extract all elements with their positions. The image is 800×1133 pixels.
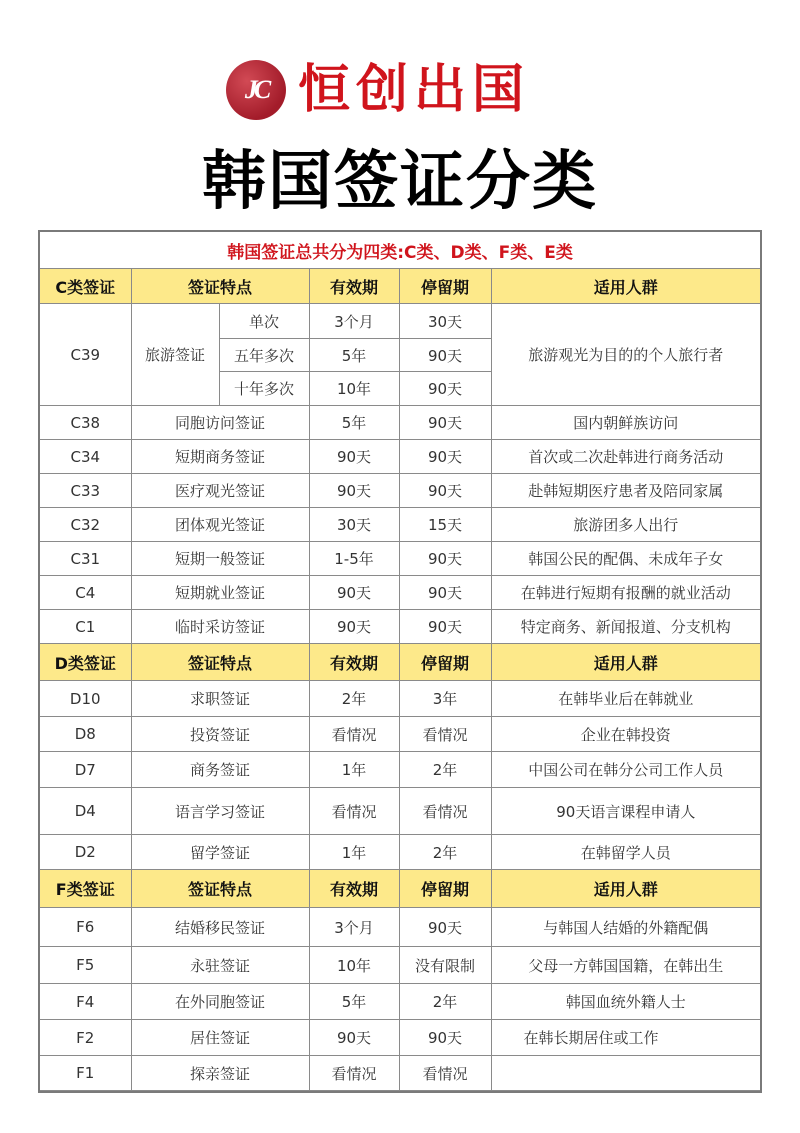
page-title: 韩国签证分类 xyxy=(202,145,598,219)
visa-applicable: 在韩进行短期有报酬的就业活动 xyxy=(491,576,760,610)
visa-validity: 10年 xyxy=(309,372,399,406)
visa-feature: 商务签证 xyxy=(131,752,309,788)
section-header-f xyxy=(40,870,760,908)
visa-subtype: 十年多次 xyxy=(219,372,309,406)
visa-code: D10 xyxy=(40,681,131,717)
table-row xyxy=(40,508,760,542)
visa-validity: 5年 xyxy=(309,984,399,1020)
visa-code: D2 xyxy=(40,835,131,870)
visa-validity: 看情况 xyxy=(309,1056,399,1091)
visa-validity: 5年 xyxy=(309,339,399,372)
column-header-applicable: 适用人群 xyxy=(491,269,760,304)
visa-applicable: 特定商务、新闻报道、分支机构 xyxy=(491,610,760,644)
visa-applicable: 韩国血统外籍人士 xyxy=(491,984,760,1020)
table-row xyxy=(40,1056,760,1091)
visa-code: C32 xyxy=(40,508,131,542)
visa-validity: 看情况 xyxy=(309,788,399,835)
visa-validity: 30天 xyxy=(309,508,399,542)
visa-stay: 2年 xyxy=(399,984,491,1020)
visa-applicable: 在韩毕业后在韩就业 xyxy=(491,681,760,717)
visa-code: F2 xyxy=(40,1020,131,1056)
visa-stay: 90天 xyxy=(399,610,491,644)
section-label: D类签证 xyxy=(40,644,131,681)
table-row xyxy=(40,610,760,644)
visa-applicable: 企业在韩投资 xyxy=(491,717,760,752)
visa-feature: 同胞访问签证 xyxy=(131,406,309,440)
column-header-applicable: 适用人群 xyxy=(491,644,760,681)
visa-feature: 留学签证 xyxy=(131,835,309,870)
visa-applicable: 在韩长期居住或工作 xyxy=(491,1020,760,1056)
section-header-c xyxy=(40,269,760,304)
visa-applicable: 与韩国人结婚的外籍配偶 xyxy=(491,908,760,947)
visa-stay: 90天 xyxy=(399,339,491,372)
visa-validity: 1年 xyxy=(309,835,399,870)
column-header-feature: 签证特点 xyxy=(131,644,309,681)
visa-validity: 2年 xyxy=(309,681,399,717)
visa-validity: 5年 xyxy=(309,406,399,440)
table-row xyxy=(40,788,760,835)
visa-code: F5 xyxy=(40,947,131,984)
visa-code: C33 xyxy=(40,474,131,508)
visa-feature: 临时采访签证 xyxy=(131,610,309,644)
visa-code: D4 xyxy=(40,788,131,835)
column-header-applicable: 适用人群 xyxy=(491,870,760,908)
visa-feature: 居住签证 xyxy=(131,1020,309,1056)
visa-stay: 2年 xyxy=(399,835,491,870)
visa-stay: 90天 xyxy=(399,542,491,576)
visa-subtype: 单次 xyxy=(219,304,309,339)
visa-stay: 90天 xyxy=(399,474,491,508)
visa-validity: 1年 xyxy=(309,752,399,788)
visa-validity: 90天 xyxy=(309,440,399,474)
column-header-feature: 签证特点 xyxy=(131,269,309,304)
table-row xyxy=(40,542,760,576)
visa-applicable: 首次或二次赴韩进行商务活动 xyxy=(491,440,760,474)
visa-stay: 15天 xyxy=(399,508,491,542)
visa-validity: 90天 xyxy=(309,610,399,644)
visa-applicable: 中国公司在韩分公司工作人员 xyxy=(491,752,760,788)
visa-code: F1 xyxy=(40,1056,131,1091)
column-header-validity: 有效期 xyxy=(309,644,399,681)
table-row xyxy=(40,835,760,870)
section-label: F类签证 xyxy=(40,870,131,908)
table-row xyxy=(40,947,760,984)
visa-feature: 求职签证 xyxy=(131,681,309,717)
visa-feature: 短期就业签证 xyxy=(131,576,309,610)
visa-feature: 医疗观光签证 xyxy=(131,474,309,508)
logo-mark-icon: JC xyxy=(226,60,286,120)
visa-code: C39 xyxy=(40,304,131,406)
visa-feature: 投资签证 xyxy=(131,717,309,752)
visa-validity: 看情况 xyxy=(309,717,399,752)
column-header-validity: 有效期 xyxy=(309,269,399,304)
visa-subtype: 五年多次 xyxy=(219,339,309,372)
visa-validity: 90天 xyxy=(309,474,399,508)
visa-stay: 看情况 xyxy=(399,1056,491,1091)
visa-feature: 团体观光签证 xyxy=(131,508,309,542)
table-row xyxy=(40,474,760,508)
visa-stay: 90天 xyxy=(399,1020,491,1056)
visa-feature: 永驻签证 xyxy=(131,947,309,984)
visa-validity: 3个月 xyxy=(309,304,399,339)
table-summary-row xyxy=(40,232,760,269)
visa-feature: 探亲签证 xyxy=(131,1056,309,1091)
visa-table xyxy=(38,230,762,1093)
visa-feature: 在外同胞签证 xyxy=(131,984,309,1020)
table-row xyxy=(40,908,760,947)
brand-logo xyxy=(226,55,530,125)
visa-stay: 30天 xyxy=(399,304,491,339)
table-row xyxy=(40,440,760,474)
visa-code: D8 xyxy=(40,717,131,752)
table-row xyxy=(40,1020,760,1056)
brand-name: 恒创出国 xyxy=(298,60,531,120)
table-row xyxy=(40,984,760,1020)
section-label: C类签证 xyxy=(40,269,131,304)
visa-validity: 90天 xyxy=(309,576,399,610)
visa-applicable: 旅游团多人出行 xyxy=(491,508,760,542)
section-header-d xyxy=(40,644,760,681)
visa-applicable: 旅游观光为目的的个人旅行者 xyxy=(491,304,760,406)
table-row xyxy=(40,752,760,788)
column-header-stay: 停留期 xyxy=(399,644,491,681)
visa-applicable xyxy=(491,1056,760,1091)
visa-code: C1 xyxy=(40,610,131,644)
table-row xyxy=(40,576,760,610)
column-header-stay: 停留期 xyxy=(399,269,491,304)
visa-validity: 3个月 xyxy=(309,908,399,947)
table-row xyxy=(40,406,760,440)
visa-validity: 10年 xyxy=(309,947,399,984)
column-header-stay: 停留期 xyxy=(399,870,491,908)
visa-stay: 3年 xyxy=(399,681,491,717)
table-row xyxy=(40,717,760,752)
visa-applicable: 韩国公民的配偶、未成年子女 xyxy=(491,542,760,576)
visa-code: C38 xyxy=(40,406,131,440)
visa-stay: 90天 xyxy=(399,406,491,440)
table-summary: 韩国签证总共分为四类:C类、D类、F类、E类 xyxy=(40,232,760,269)
visa-applicable: 90天语言课程申请人 xyxy=(491,788,760,835)
visa-code: C4 xyxy=(40,576,131,610)
visa-applicable: 国内朝鲜族访问 xyxy=(491,406,760,440)
visa-feature: 结婚移民签证 xyxy=(131,908,309,947)
visa-code: F6 xyxy=(40,908,131,947)
visa-stay: 看情况 xyxy=(399,717,491,752)
visa-validity: 1-5年 xyxy=(309,542,399,576)
visa-applicable: 在韩留学人员 xyxy=(491,835,760,870)
visa-stay: 看情况 xyxy=(399,788,491,835)
visa-stay: 2年 xyxy=(399,752,491,788)
column-header-validity: 有效期 xyxy=(309,870,399,908)
visa-code: F4 xyxy=(40,984,131,1020)
visa-stay: 90天 xyxy=(399,372,491,406)
visa-code: C31 xyxy=(40,542,131,576)
visa-feature: 旅游签证 xyxy=(131,304,219,406)
visa-stay: 90天 xyxy=(399,440,491,474)
visa-code: C34 xyxy=(40,440,131,474)
visa-applicable: 父母一方韩国国籍，在韩出生 xyxy=(491,947,760,984)
visa-stay: 没有限制 xyxy=(399,947,491,984)
visa-validity: 90天 xyxy=(309,1020,399,1056)
visa-feature: 语言学习签证 xyxy=(131,788,309,835)
visa-stay: 90天 xyxy=(399,908,491,947)
visa-code: D7 xyxy=(40,752,131,788)
visa-applicable: 赴韩短期医疗患者及陪同家属 xyxy=(491,474,760,508)
table-row xyxy=(40,681,760,717)
visa-feature: 短期一般签证 xyxy=(131,542,309,576)
table-row xyxy=(40,304,760,339)
visa-stay: 90天 xyxy=(399,576,491,610)
column-header-feature: 签证特点 xyxy=(131,870,309,908)
visa-feature: 短期商务签证 xyxy=(131,440,309,474)
